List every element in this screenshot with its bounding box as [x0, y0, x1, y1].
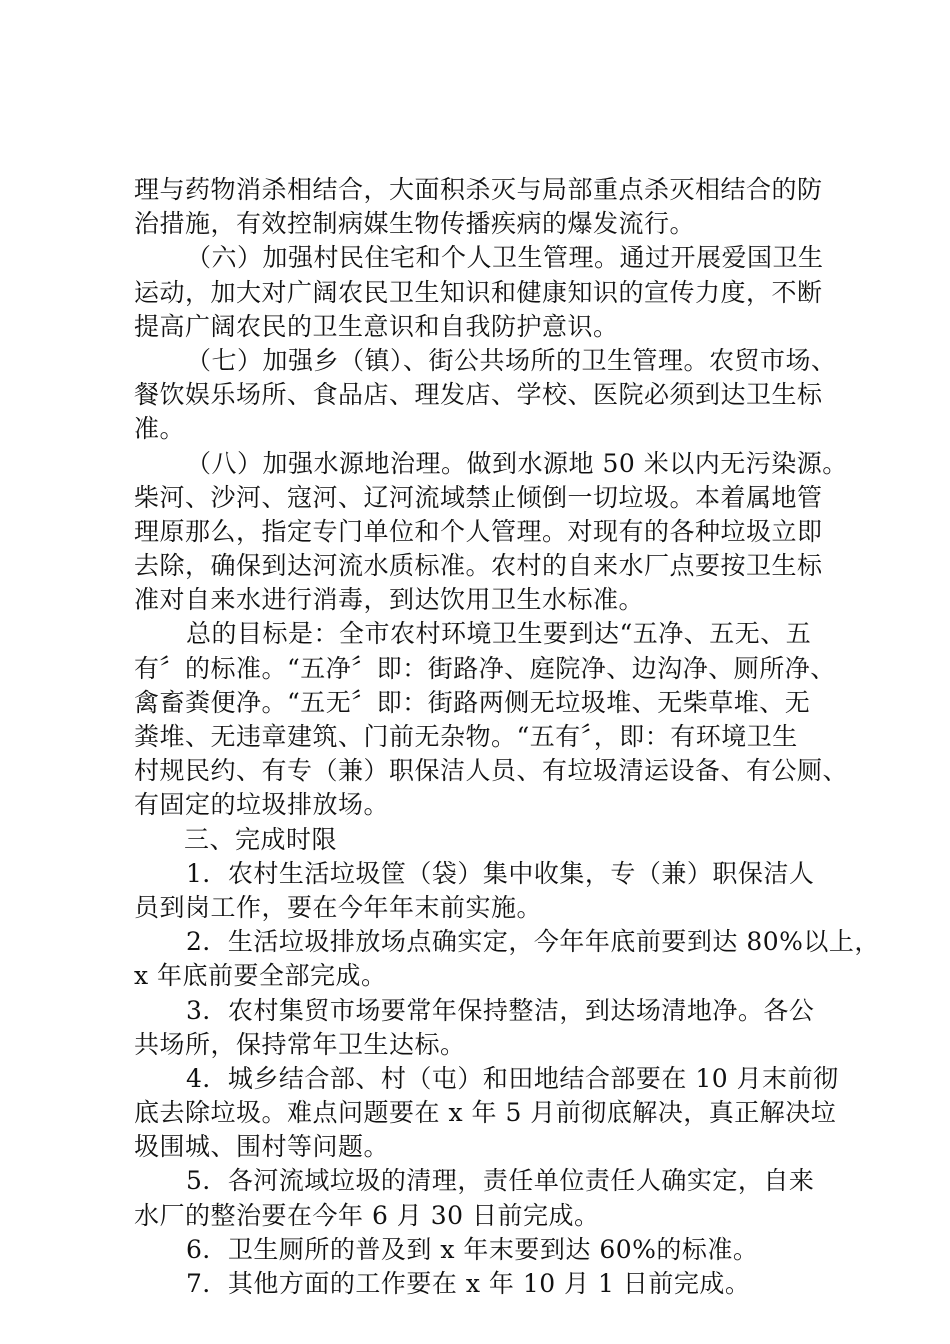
text-line: 准。	[134, 414, 186, 444]
text-line: 运动，加大对广阔农民卫生知识和健康知识的宣传力度，不断	[134, 277, 823, 307]
section-heading: 三、完成时限	[184, 824, 338, 854]
text-line: 提高广阔农民的卫生意识和自我防护意识。	[134, 311, 619, 341]
text-line: 共场所，保持常年卫生达标。	[134, 1029, 466, 1059]
text-line: x 年底前要全部完成。	[134, 961, 387, 991]
text-line: 理与药物消杀相结合，大面积杀灭与局部重点杀灭相结合的防	[134, 175, 823, 204]
text-line: 底去除垃圾。难点问题要在 x 年 5 月前彻底解决，真正解决垃	[134, 1098, 837, 1128]
text-line: 7．其他方面的工作要在 x 年 10 月 1 日前完成。	[186, 1269, 751, 1298]
text-line: （六）加强村民住宅和个人卫生管理。通过开展爱国卫生	[186, 243, 824, 273]
text-line: 禽畜粪便净。“五无〞即：街路两侧无垃圾堆、无柴草堆、无	[134, 687, 811, 717]
text-line: （七）加强乡（镇）、街公共场所的卫生管理。农贸市场、	[186, 345, 837, 375]
body-text	[134, 173, 880, 1301]
text-line: 去除，确保到达河流水质标准。农村的自来水厂点要按卫生标	[134, 551, 823, 581]
text-line: 粪堆、无违章建筑、门前无杂物。“五有〞，即：有环境卫生	[134, 722, 798, 751]
text-line: 4．城乡结合部、村（屯）和田地结合部要在 10 月末前彻	[186, 1063, 839, 1093]
text-line: 准对自来水进行消毒，到达饮用卫生水标准。	[134, 585, 645, 615]
text-line: 员到岗工作，要在今年年末前实施。	[134, 892, 543, 922]
text-line: 餐饮娱乐场所、食品店、理发店、学校、医院必须到达卫生标	[134, 380, 823, 410]
text-line: 2．生活垃圾排放场点确实定，今年年底前要到达 80%以上，	[186, 927, 880, 957]
text-line: 治措施，有效控制病媒生物传播疾病的爆发流行。	[134, 209, 696, 239]
text-line: 5．各河流域垃圾的清理，责任单位责任人确实定，自来	[186, 1166, 815, 1196]
text-line: 1．农村生活垃圾筐（袋）集中收集，专（兼）职保洁人	[186, 858, 815, 888]
text-line: 6．卫生厕所的普及到 x 年末要到达 60%的标准。	[186, 1234, 759, 1264]
text-line: 圾围城、围村等问题。	[134, 1132, 390, 1162]
text-line: （八）加强水源地治理。做到水源地 50 米以内无污染源。	[186, 448, 848, 478]
text-line: 水厂的整治要在今年 6 月 30 日前完成。	[134, 1200, 600, 1230]
text-line: 理原那么，指定专门单位和个人管理。对现有的各种垃圾立即	[134, 516, 823, 546]
text-line: 总的目标是：全市农村环境卫生要到达“五净、五无、五	[186, 619, 812, 649]
text-line: 3．农村集贸市场要常年保持整洁，到达场清地净。各公	[186, 995, 815, 1025]
text-line: 村规民约、有专（兼）职保洁人员、有垃圾清运设备、有公厕、	[134, 756, 849, 786]
text-line: 柴河、沙河、寇河、辽河流域禁止倾倒一切垃圾。本着属地管	[134, 482, 823, 512]
text-line: 有固定的垃圾排放场。	[134, 790, 390, 820]
text-line: 有〞的标准。“五净〞即：街路净、庭院净、边沟净、厕所净、	[134, 653, 836, 683]
